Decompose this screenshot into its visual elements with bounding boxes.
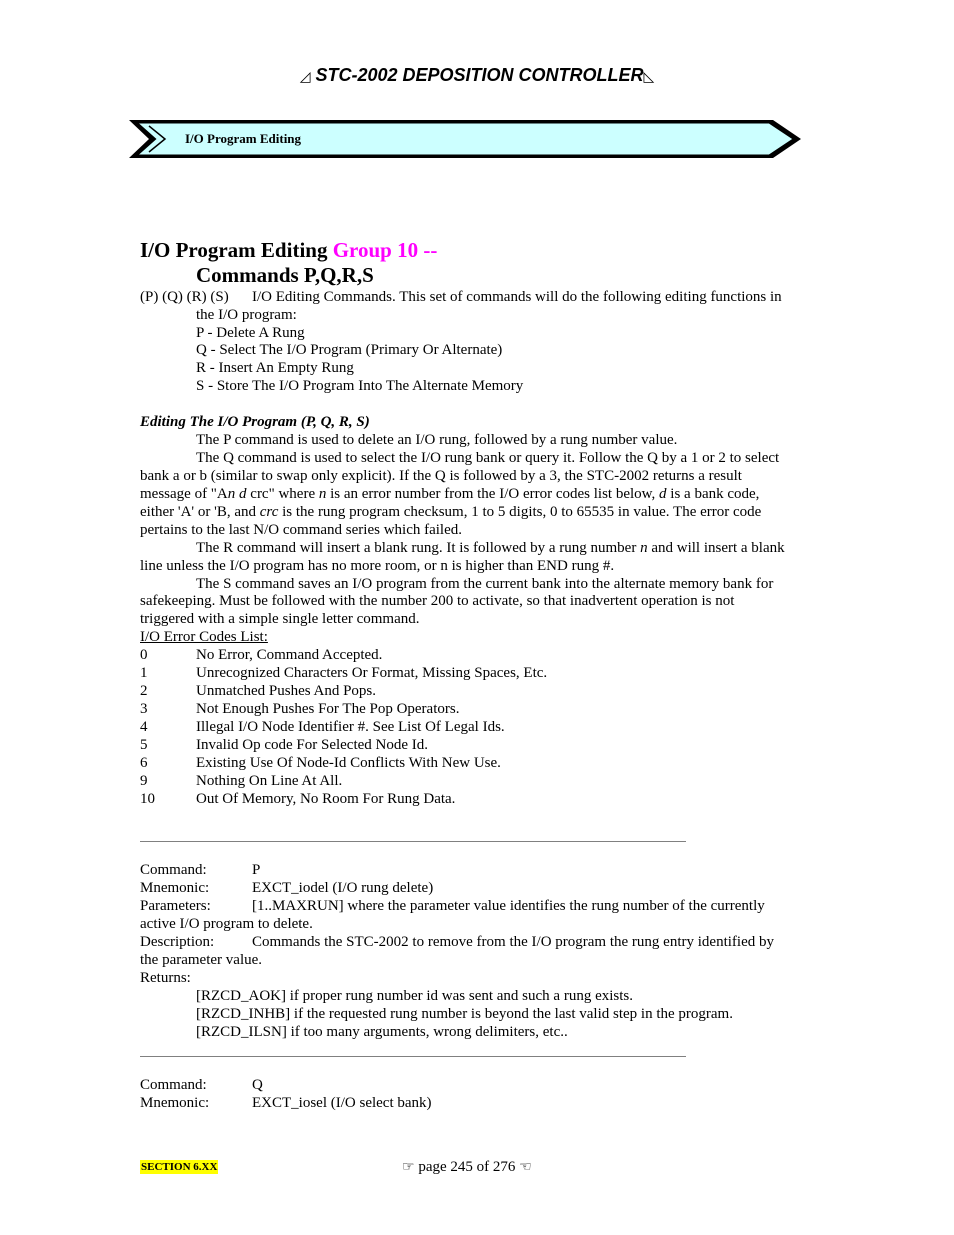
error-code: 10: [140, 791, 155, 807]
error-text: Unrecognized Characters Or Format, Missing Spaces, Etc.: [196, 665, 548, 681]
document-header: [0, 65, 954, 86]
error-code: 4: [140, 719, 148, 735]
error-code: 9: [140, 773, 148, 789]
parameters-label: Parameters:: [140, 898, 211, 914]
divider: [140, 1056, 686, 1057]
corner-right-icon: ◺: [643, 68, 655, 84]
header-title: STC-2002 DEPOSITION CONTROLLER: [315, 65, 644, 85]
error-text: Not Enough Pushes For The Pop Operators.: [196, 701, 460, 717]
editing-title: Editing The I/O Program (P, Q, R, S): [140, 414, 370, 430]
command-value: Q: [252, 1077, 263, 1093]
r-description-1: [196, 539, 785, 557]
q-description-2: bank a or b (similar to swap only explicit). If the Q is followed by a 3, the STC-2002 returns a result: [140, 468, 742, 484]
list-item: Q - Select The I/O Program (Primary Or Alternate): [196, 342, 503, 358]
error-text: Invalid Op code For Selected Node Id.: [196, 737, 429, 753]
error-code: 0: [140, 647, 148, 663]
s-description-2: safekeeping. Must be followed with the number 200 to activate, so that inadvertent operation is not: [140, 593, 735, 609]
error-text: Unmatched Pushes And Pops.: [196, 683, 376, 699]
text-run: n: [318, 486, 327, 502]
intro-prefix: (P) (Q) (R) (S): [140, 289, 229, 305]
mnemonic-value: EXCT_iosel (I/O select bank): [252, 1095, 432, 1111]
p-description: The P command is used to delete an I/O rung, followed by a rung number value.: [196, 432, 678, 448]
error-text: Nothing On Line At All.: [196, 773, 343, 789]
mnemonic-value: EXCT_iodel (I/O rung delete): [252, 880, 434, 896]
q-description-4: [140, 503, 761, 521]
text-run: crc: [259, 504, 279, 520]
page-number-text: page 245 of 276: [418, 1159, 516, 1175]
text-run: is a bank code,: [666, 486, 760, 502]
description-value-2: the parameter value.: [140, 952, 263, 968]
error-code: 5: [140, 737, 148, 753]
mnemonic-label: Mnemonic:: [140, 1095, 210, 1111]
page-subtitle: Commands P,Q,R,S: [196, 263, 374, 287]
corner-left-icon: ◿: [299, 68, 311, 84]
error-text: Illegal I/O Node Identifier #. See List Of Legal Ids.: [196, 719, 505, 735]
command-label: Command:: [140, 1077, 207, 1093]
text-run: is the rung program checksum, 1 to 5 digits, 0 to 65535 in value. The error code: [278, 504, 762, 520]
parameters-value-1: [1..MAXRUN] where the parameter value identifies the rung number of the currently: [252, 898, 765, 914]
error-code: 1: [140, 665, 148, 681]
return-item: [RZCD_INHB] if the requested rung number is beyond the last valid step in the program.: [196, 1006, 733, 1022]
returns-label: Returns:: [140, 970, 191, 986]
title-main: I/O Program Editing: [140, 238, 333, 262]
error-text: No Error, Command Accepted.: [196, 647, 383, 663]
error-text: Out Of Memory, No Room For Rung Data.: [196, 791, 456, 807]
command-value: P: [252, 862, 261, 878]
description-value-1: Commands the STC-2002 to remove from the I/O program the rung entry identified by: [252, 934, 774, 950]
error-codes-title: I/O Error Codes List:: [140, 629, 268, 645]
command-label: Command:: [140, 862, 207, 878]
list-item: P - Delete A Rung: [196, 325, 305, 341]
text-run: The R command will insert a blank rung. It is followed by a rung number: [196, 540, 641, 556]
q-description-5: pertains to the last N/O command series which failed.: [140, 522, 462, 538]
text-run: is an error number from the I/O error codes list below,: [326, 486, 660, 502]
pointing-right-hand-icon: ☞: [402, 1159, 415, 1175]
divider: [140, 841, 686, 842]
text-run: n d: [227, 486, 247, 502]
q-description-3: [140, 485, 759, 503]
page-number: [402, 1159, 532, 1176]
error-code: 2: [140, 683, 148, 699]
error-text: Existing Use Of Node-Id Conflicts With New Use.: [196, 755, 501, 771]
intro-text-1: I/O Editing Commands. This set of commands will do the following editing functions in: [252, 289, 782, 305]
mnemonic-label: Mnemonic:: [140, 880, 210, 896]
intro-text-2: the I/O program:: [196, 307, 297, 323]
text-run: crc" where: [246, 486, 319, 502]
text-run: either 'A' or 'B, and: [140, 504, 260, 520]
q-description-1: The Q command is used to select the I/O rung bank or query it. Follow the Q by a 1 or 2 to select: [196, 450, 780, 466]
pointing-left-hand-icon: ☜: [519, 1159, 532, 1175]
return-item: [RZCD_ILSN] if too many arguments, wrong delimiters, etc..: [196, 1024, 568, 1040]
parameters-value-2: active I/O program to delete.: [140, 916, 313, 932]
s-description-3: triggered with a simple single letter command.: [140, 611, 420, 627]
section-label: SECTION 6.XX: [141, 1161, 218, 1173]
text-run: n: [640, 540, 648, 556]
r-description-2: line unless the I/O program has no more room, or n is higher than END rung #.: [140, 558, 615, 574]
page-title: [140, 238, 437, 263]
list-item: R - Insert An Empty Rung: [196, 360, 354, 376]
text-run: and will insert a blank: [647, 540, 785, 556]
description-label: Description:: [140, 934, 215, 950]
text-run: message of "A: [140, 486, 228, 502]
s-description-1: The S command saves an I/O program from the current bank into the alternate memory bank for: [196, 576, 774, 592]
error-code: 3: [140, 701, 148, 717]
title-group: Group 10 --: [332, 238, 438, 262]
error-code: 6: [140, 755, 148, 771]
text-run: d: [659, 486, 667, 502]
return-item: [RZCD_AOK] if proper rung number id was sent and such a rung exists.: [196, 988, 633, 1004]
banner-label: I/O Program Editing: [185, 131, 302, 146]
list-item: S - Store The I/O Program Into The Alternate Memory: [196, 378, 524, 394]
